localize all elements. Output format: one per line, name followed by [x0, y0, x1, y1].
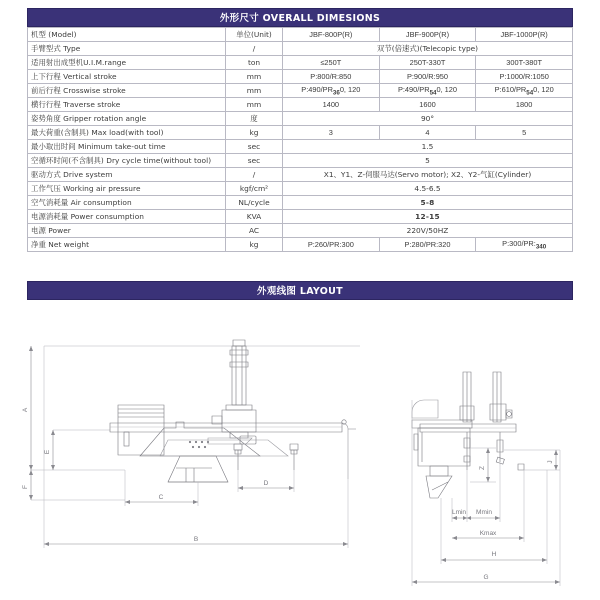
- dim-label-H: H: [491, 551, 497, 558]
- row-value-merged: 4.5-6.5: [283, 182, 573, 196]
- table-row: [28, 140, 573, 154]
- layout-header: 外观线图 LAYOUT: [27, 281, 573, 300]
- row-value-2: 5: [476, 126, 573, 140]
- row-value-merged: 12-15: [283, 210, 573, 224]
- row-unit: KVA: [226, 210, 283, 224]
- dim-label-F: F: [22, 485, 29, 489]
- dim-label-Kmax: Kmax: [479, 530, 497, 537]
- table-row: [28, 56, 573, 70]
- row-label: 驱动方式 Drive system: [28, 168, 226, 182]
- table-row: [28, 224, 573, 238]
- row-value-merged: 5: [283, 154, 573, 168]
- overall-dimensions-header: 外形尺寸 OVERALL DIMESIONS: [27, 8, 573, 27]
- row-value-1: P:900/R:950: [379, 70, 476, 84]
- table-row: [28, 154, 573, 168]
- layout-section: [27, 281, 573, 300]
- row-label: 工作气压 Working air pressure: [28, 182, 226, 196]
- row-value-1: 250T-330T: [379, 56, 476, 70]
- column-header-item: 机型 (Model): [28, 28, 226, 42]
- table-row: [28, 84, 573, 98]
- column-header-unit: 单位(Unit): [226, 28, 283, 42]
- table-row: [28, 112, 573, 126]
- row-value-2: $P:610/PR_{54}0$, 120: [476, 84, 573, 98]
- dim-label-Z: Z: [479, 466, 486, 470]
- overall-dimensions-section: [27, 8, 573, 252]
- row-label: 空气消耗量 Air consumption: [28, 196, 226, 210]
- side-elevation-view: [412, 372, 560, 586]
- row-value-1: P:280/PR:320: [379, 238, 476, 252]
- row-value-merged: 5-8: [283, 196, 573, 210]
- row-unit: mm: [226, 84, 283, 98]
- row-value-0: 1400: [283, 98, 380, 112]
- row-unit: kg: [226, 238, 283, 252]
- row-label: 上下行程 Vertical stroke: [28, 70, 226, 84]
- layout-drawings: [0, 310, 600, 600]
- table-row: [28, 98, 573, 112]
- row-value-0: P:800/R:850: [283, 70, 380, 84]
- table-row: [28, 210, 573, 224]
- row-value-merged: 220V/50HZ: [283, 224, 573, 238]
- row-unit: kgf/cm²: [226, 182, 283, 196]
- dim-label-E: E: [44, 449, 51, 455]
- row-label: 电源 Power: [28, 224, 226, 238]
- dim-label-J: J: [547, 460, 554, 464]
- row-unit: /: [226, 42, 283, 56]
- dim-label-B: B: [193, 536, 199, 543]
- row-label: 适用射出成型机U.I.M.range: [28, 56, 226, 70]
- row-value-0: ≤250T: [283, 56, 380, 70]
- dim-label-A: A: [22, 407, 29, 413]
- column-header-m800: JBF-800P(R): [283, 28, 380, 42]
- row-label: 净重 Net weight: [28, 238, 226, 252]
- table-row: [28, 42, 573, 56]
- row-unit: AC: [226, 224, 283, 238]
- row-unit: mm: [226, 70, 283, 84]
- specifications-table: [27, 27, 573, 252]
- table-row: [28, 182, 573, 196]
- row-label: 空循环时间(不含制具) Dry cycle time(without tool): [28, 154, 226, 168]
- dim-label-Lmin: Lmin: [451, 509, 467, 516]
- row-unit: /: [226, 168, 283, 182]
- row-value-0: 3: [283, 126, 380, 140]
- row-value-2: 300T-380T: [476, 56, 573, 70]
- row-value-1: $P:490/PR_{54}0$, 120: [379, 84, 476, 98]
- column-header-m900: JBF-900P(R): [379, 28, 476, 42]
- row-value-0: P:260/PR:300: [283, 238, 380, 252]
- row-value-2: $P:300/PR:_{340}$: [476, 238, 573, 252]
- row-value-merged: 90°: [283, 112, 573, 126]
- dim-label-G: G: [483, 574, 489, 581]
- column-header-m1000: JBF-1000P(R): [476, 28, 573, 42]
- row-unit: sec: [226, 140, 283, 154]
- dim-label-D: D: [263, 480, 269, 487]
- row-value-2: P:1000/R:1050: [476, 70, 573, 84]
- row-unit: 度: [226, 112, 283, 126]
- table-row: [28, 70, 573, 84]
- row-value-merged: 双节(倍速式)(Telecopic type): [283, 42, 573, 56]
- row-value-1: 1600: [379, 98, 476, 112]
- row-value-2: 1800: [476, 98, 573, 112]
- row-label: 最大荷重(含制具) Max load(with tool): [28, 126, 226, 140]
- row-unit: NL/cycle: [226, 196, 283, 210]
- row-value-1: 4: [379, 126, 476, 140]
- table-row: [28, 196, 573, 210]
- row-value-merged: 1.5: [283, 140, 573, 154]
- row-unit: mm: [226, 98, 283, 112]
- row-label: 横行行程 Traverse stroke: [28, 98, 226, 112]
- dim-label-C: C: [158, 494, 164, 501]
- row-value-0: $P:490/PR_{36}0$, 120: [283, 84, 380, 98]
- front-elevation-view: [29, 340, 360, 548]
- row-unit: ton: [226, 56, 283, 70]
- table-row: [28, 168, 573, 182]
- row-value-merged: X1、Y1、Z-伺服马达(Servo motor); X2、Y2-气缸(Cylinder): [283, 168, 573, 182]
- row-label: 手臂型式 Type: [28, 42, 226, 56]
- table-row: [28, 126, 573, 140]
- row-unit: kg: [226, 126, 283, 140]
- row-label: 姿势角度 Gripper rotation angle: [28, 112, 226, 126]
- dim-label-Mmin: Mmin: [476, 509, 492, 516]
- row-label: 电源消耗量 Power consumption: [28, 210, 226, 224]
- row-label: 前后行程 Crosswise stroke: [28, 84, 226, 98]
- table-row: [28, 238, 573, 252]
- table-header-row: [28, 28, 573, 42]
- row-label: 最小取出时间 Minimum take-out time: [28, 140, 226, 154]
- row-unit: sec: [226, 154, 283, 168]
